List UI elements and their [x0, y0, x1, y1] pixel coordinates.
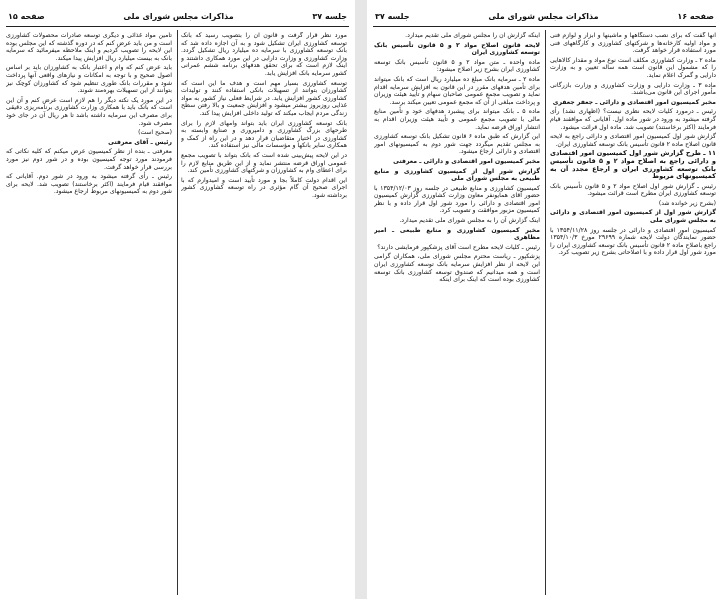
paragraph: رئیس ـ رأی گرفته میشود به ورود در شور دوم. آقایانی که موافقند قیام فرمایند (اکثر برخاستند) تصویب شد. لایحه برای شور دوم به کمیسیونهای مربوط ارجاع میشود. [6, 173, 172, 196]
right-page-column-1 [550, 32, 716, 595]
paragraph: ماده ۵ ـ بانک میتواند برای پیشبرد هدفهای خود و تأمین منابع مالی با تصویب مجمع عمومی و تأیید هیئت وزیران اقدام به انتشار اوراق قرضه نماید. [374, 108, 540, 131]
paragraph: توسعه کشاورزی بسیار مهم است و هدف ما این است که کشاورزان بتوانند از تسهیلات بانکی استفاده کنند و تولیدات کشاورزی کشور افزایش یابد. در شرایط فعلی نیاز کشور به مواد غذایی روزبروز بیشتر میشود و افزایش جمعیت و بالا رفتن سطح زندگی مردم ایجاب میکند که تولید داخلی افزایش پیدا کند. [181, 79, 347, 117]
right-page [367, 0, 722, 599]
paragraph: اینکه گزارش آن را مجلس شورای ملی تقدیم میدارد. [405, 32, 540, 39]
bill-title: لایحه قانون اصلاح مواد ۲ و ۵ قانون تأسیس بانک توسعه کشاورزی ایران [374, 41, 540, 57]
column-divider [177, 30, 178, 595]
paragraph: آنها گفت که برای نصب دستگاهها و ماشینها و ابزار و لوازم فنی و مواد اولیه کارخانه‌ها و شرکتهای کشاورزی و کارگاههای فنی مورد استفاده قرار خواهد گرفت. [550, 32, 716, 55]
paragraph: بانک توسعه کشاورزی ایران باید بتواند وامهای لازم را برای طرحهای بزرگ کشاورزی و دامپروری و صنایع وابسته به کشاورزی در اختیار متقاضیان قرار دهد و در این راه از کمک و همکاری سایر بانکها و مؤسسات مالی نیز استفاده کند. [181, 119, 347, 150]
paragraph: معرفتی ـ بنده از نظر کمیسیون عرض میکنم که کلیه نکاتی که فرمودند مورد توجه کمیسیون بوده و در شور دوم نیز مورد بررسی قرار خواهد گرفت. [6, 148, 172, 171]
left-page-column-1 [181, 32, 347, 595]
paragraph: مورد نظر قرار گرفت و قانون آن را بتصویب رسید که بانک توسعه کشاورزی ایران تشکیل شود و به آن اجازه داده شد که بانک توسعه کشاورزی با سرمایه ده میلیارد ریال تشکیل گردد. وزارت کشاورزی و وزارت دارایی در این مورد همکاری داشتند و اینک لازم است که برای تحقق هدفهای برنامه ششم عمرانی کشور سرمایه بانک افزایش یابد. [181, 32, 347, 77]
paragraph: ماده ۲ ـ وزارت کشاورزی مکلف است نوع مواد و مقدار کالاهایی را که مشمول این قانون است همه ساله تعیین و به وزارت دارایی و گمرک اعلام نماید. [550, 56, 716, 79]
paragraph: این گزارش که طبق ماده ۶ قانون تشکیل بانک توسعه کشاورزی به مجلس تقدیم میگردد جهت شور دوم به کمیسیونهای امور اقتصادی و دارائی ارجاع میشود. [374, 133, 540, 156]
paragraph: در این مورد یک نکته دیگر را هم لازم است عرض کنم و آن این است که بانک باید با همکاری وزارت کشاورزی برنامه‌ریزی دقیقی برای مصرف این سرمایه داشته باشد تا هر ریال آن در جای خود مصرف شود. [6, 96, 172, 127]
signature: مخبر کمیسیون امور اقتصادی و دارائی ـ جعفر جعفری [552, 98, 716, 106]
left-page [0, 0, 355, 599]
paragraph: ماده ۳ ـ وزارت دارایی و وزارت کشاورزی و وزارت بازرگانی مأمور اجرای این قانون می‌باشند. [550, 81, 716, 97]
page-number: صفحه ۱۵ [8, 11, 45, 21]
paragraph: باید عرض کنم که وام و اعتبار بانک به کشاورزان باید بر اساس اصول صحیح و با توجه به امکانات و نیازهای واقعی آنها پرداخت شود و مقررات بانک طوری تنظیم شود که کشاورزان کوچک نیز بتوانند از این تسهیلات بهره‌مند شوند. [6, 64, 172, 95]
paragraph: پزشکپور ـ ریاست محترم مجلس شورای ملی، همکاران گرامی این لایحه از نظر افزایش سرمایه بانک توسعه کشاورزی ایران است و همه میدانیم که صندوق توسعه کشاورزی بانک توسعه کشاورزی بوده است که اینک برای اینکه [374, 253, 540, 284]
paragraph: ماده واحده ـ متن مواد ۲ و ۵ قانون تأسیس بانک توسعه کشاورزی ایران بشرح زیر اصلاح میشود: [374, 58, 540, 74]
paragraph: رئیس ـ درمورد کلیات لایحه نظری نیست؟ (اظهاری نشد) رأی گرفته میشود به ورود در شور ماده اول. آقایانی که موافقند قیام فرمایند (اکثر برخاستند) تصویب شد. ماده اول قرائت میشود. [550, 108, 716, 131]
journal-title: مذاکرات مجلس شورای ملی [123, 11, 234, 21]
paragraph: رئیس ـ کلیات لایحه مطرح است آقای پزشکپور فرمایشی دارند؟ [377, 243, 540, 251]
paragraph: ماده ۲ ـ سرمایه بانک مبلغ ده میلیارد ریال است که بانک میتواند برای تأمین هدفهای مقرر در این قانون به افزایش سرمایه اقدام نماید و تصویب مجمع عمومی صاحبان سهام و تأیید هیئت وزیران و پرداخت مبلغی از آن که مجمع عمومی تعیین میکند برسد. [374, 75, 540, 106]
note: (صحیح است) [138, 129, 172, 137]
session-label: جلسه ۳۷ [312, 11, 347, 21]
right-page-column-2 [374, 32, 540, 595]
report-title: گزارش شور اول از کمیسیون کشاورزی و منابع طبیعی به مجلس شورای ملی [374, 167, 540, 183]
paragraph: این اقدام دولت کاملاً بجا و مورد تأیید است و امیدوارم که با اجرای صحیح آن گام مؤثری در راه توسعه کشاورزی کشور برداشته شود. [181, 176, 347, 199]
header-rule [6, 26, 349, 27]
journal-title: مذاکرات مجلس شورای ملی [488, 11, 599, 21]
column-divider [545, 30, 546, 595]
paragraph: در این لایحه پیش‌بینی شده است که بانک بتواند با تصویب مجمع عمومی اوراق قرضه منتشر نماید و از این طریق منابع لازم را برای اعطای وام به کشاورزان و شرکتهای کشاورزی تأمین کند. [181, 151, 347, 175]
book-gutter [355, 0, 367, 599]
page-number: صفحه ۱۶ [677, 11, 714, 21]
section-heading: ۱۱ ـ طرح گزارش شور اول کمیسیون امور اقتصادی و دارائی راجع به اصلاح مواد ۲ و ۵ قانون تأسیس بانک توسعه کشاورزی ایران و ارجاع مجدد آن به کمیسیونهای مربوط [550, 149, 716, 181]
paragraph: تأمین مواد غذائی و دیگری توسعه صادرات محصولات کشاورزی است و من باید عرض کنم که در دوره گذشته که این مجلس بوده این لایحه را تصویب کردیم و اینک ملاحظه میفرمائید که سرمایه بانک به بیست میلیارد ریال افزایش پیدا میکند. [6, 32, 172, 62]
note: (بشرح زیر خوانده شد) [658, 199, 716, 207]
paragraph: گزارش شور اول کمیسیون امور اقتصادی و دارائی راجع به لایحه قانون اصلاح ماده ۲ قانون تأسیس بانک توسعه کشاورزی ایران. [550, 133, 716, 148]
left-page-header [8, 8, 347, 24]
header-rule [373, 26, 716, 27]
report-title: گزارش شور اول از کمیسیون امور اقتصادی و دارائی به مجلس شورای ملی [550, 209, 716, 225]
session-label: جلسه ۳۷ [375, 11, 410, 21]
paragraph: کمیسیون امور اقتصادی و دارائی در جلسه روز ۱۳۵۴/۱۱/۲۸ با حضور نمایندگان دولت لایحه شماره ۲۹۶۹۹ مورخ ۱۳۵۴/۱۰/۳ راجع باصلاح ماده ۲ قانون تأسیس بانک توسعه کشاورزی ایران را مورد شور اول قرار داده و با اصلاحاتی بشرح زیر تصویب کرد. [550, 226, 716, 257]
left-page-column-2 [6, 32, 172, 595]
signature: مخبر کمیسیون امور اقتصادی و دارائی ـ معرفتی [393, 157, 540, 165]
right-page-header [375, 8, 714, 24]
paragraph: رئیس ـ گزارش شور اول اصلاح مواد ۲ و ۵ قانون تأسیس بانک توسعه کشاورزی ایران مطرح است قرائت میشود. [550, 182, 716, 198]
paragraph: کمیسیون کشاورزی و منابع طبیعی در جلسه روز ۱۳۵۴/۱۲/۰۳ با حضور آقای همایونفر معاون وزارت کشاورزی گزارش کمیسیون امور اقتصادی و دارائی را مورد شور اول قرار داده و با نظر کمیسیون مزبور موافقت و تصویب کرد. [374, 184, 540, 215]
speaker-label: رئیس ـ آقای معرفتی [108, 138, 172, 146]
signature: مخبر کمیسیون کشاورزی و منابع طبیعی ـ امیر مظاهری [374, 226, 540, 242]
paragraph: اینک گزارش آن را به مجلس شورای ملی تقدیم میدارد. [399, 217, 540, 225]
